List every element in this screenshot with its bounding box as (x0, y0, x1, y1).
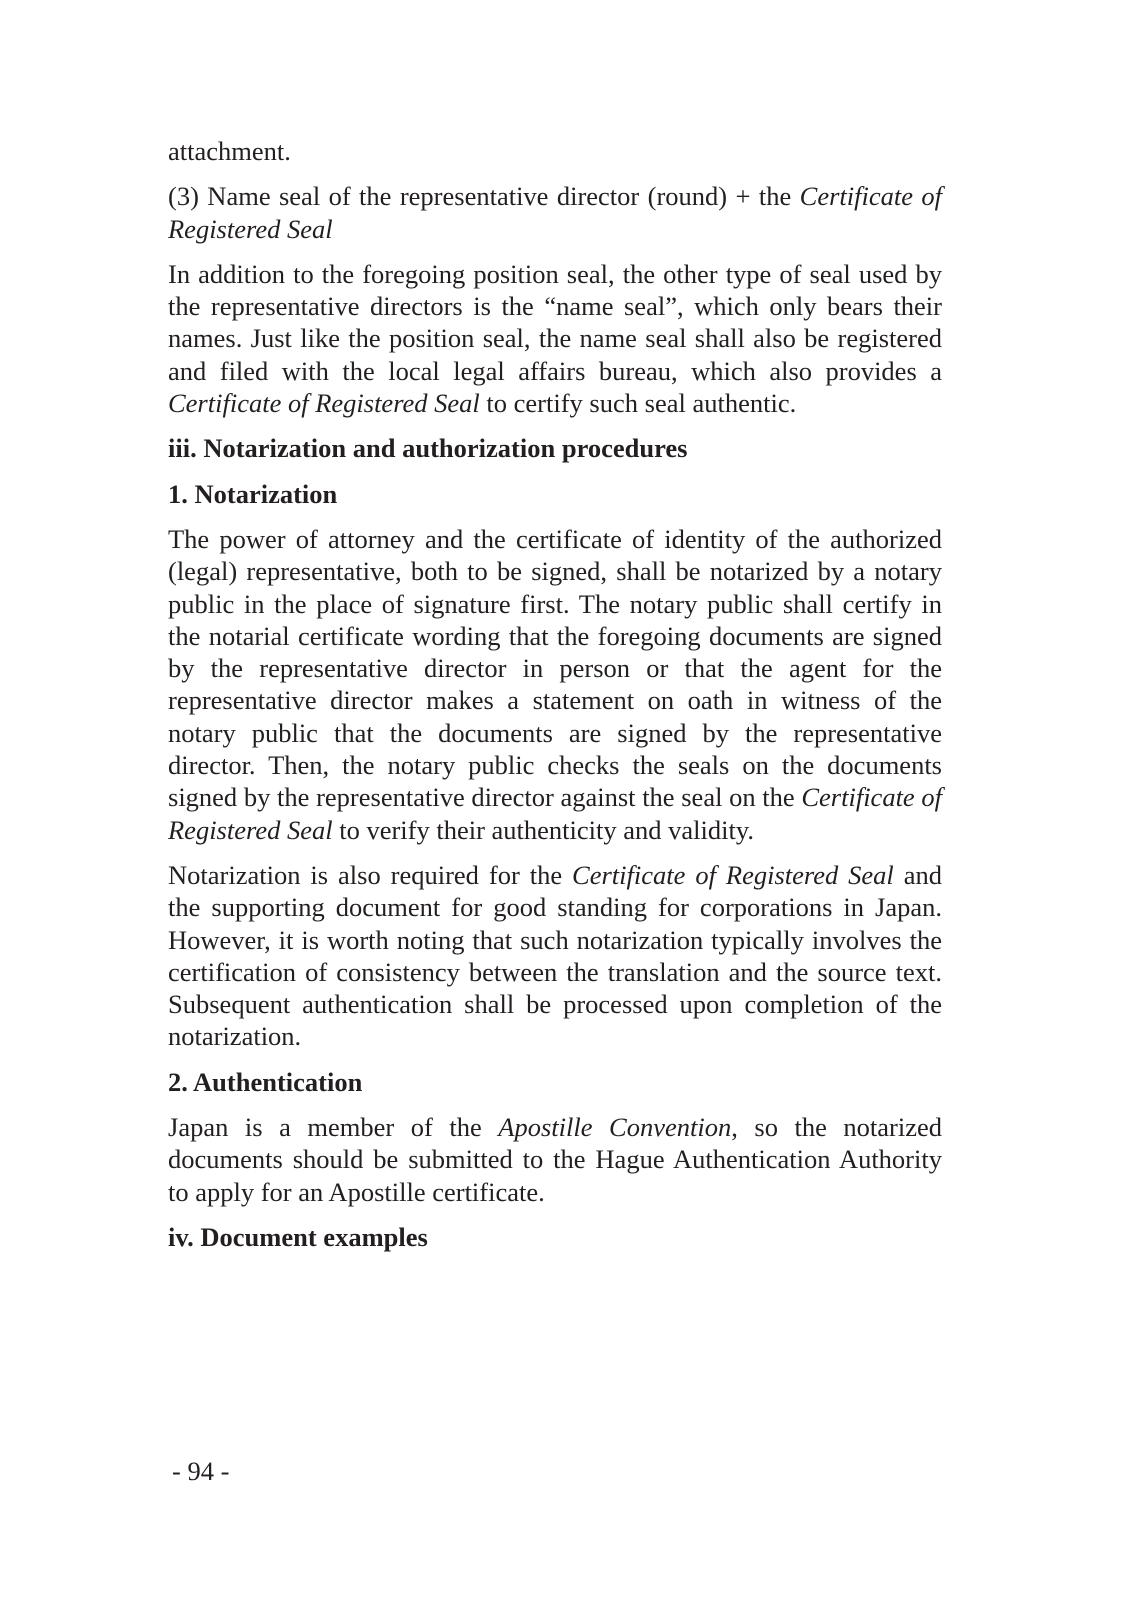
italic-term: Certificate of Registered Seal (168, 782, 942, 845)
text-run: In addition to the foregoing position seal, the other type of seal used by the representative directors is the “name seal”, which only bears their names. Just like the position seal, the name seal shall also be registered and filed with the local legal affairs bureau, which also provides a (168, 258, 942, 386)
page-body (168, 135, 942, 1253)
paragraph-authentication (168, 1111, 942, 1208)
text-run: to certify such seal authentic. (479, 388, 797, 419)
text-run: , so the notarized documents should be submitted to the Hague Authentication Authority to apply for an Apostille certificate. (168, 1112, 943, 1207)
text-run: Japan is a member of the (168, 1112, 499, 1143)
section-heading-document-examples: iv. Document examples (168, 1221, 428, 1252)
italic-term: Apostille Convention (498, 1112, 732, 1143)
paragraph-notarization-process (168, 523, 942, 846)
italic-term: Certificate of Registered Seal (572, 859, 894, 890)
page-number: - 94 - (172, 1456, 230, 1486)
text-run: (3) Name seal of the representative director (round) + the (168, 181, 800, 212)
subsection-heading-authentication: 2. Authentication (168, 1066, 363, 1097)
text-run: The power of attorney and the certificate of identity of the authorized (legal) representative, both to be signed, shall be notarized by a notary public in the place of signature first. The notary public shall certify in the notarial certificate wording that the foregoing documents are signed by the representative director in person or that the agent for the representative director makes a statement on oath in witness of the notary public that the documents are signed by the representative director. Then, the notary public checks the seals on the documents signed by the representative director against the seal on the (168, 523, 942, 813)
italic-term: Certificate of Registered Seal (168, 388, 480, 419)
text-run: to verify their authenticity and validity. (332, 814, 755, 845)
section-heading-notarization-procedures: iii. Notarization and authorization procedures (168, 433, 688, 464)
text-run: Notarization is also required for the (168, 859, 573, 890)
paragraph-name-seal-item (168, 180, 942, 245)
subsection-heading-notarization: 1. Notarization (168, 478, 338, 509)
paragraph-notarization-required (168, 859, 942, 1053)
text-run: and the supporting document for good standing for corporations in Japan. However, it is worth noting that such notarization typically involves the certification of consistency between the translation and the source text. Subsequent authentication shall be processed upon completion of the notarization. (168, 859, 943, 1052)
italic-term: Certificate of Registered Seal (168, 181, 943, 244)
paragraph-attachment: attachment. (168, 136, 291, 166)
paragraph-name-seal-description (168, 258, 942, 419)
